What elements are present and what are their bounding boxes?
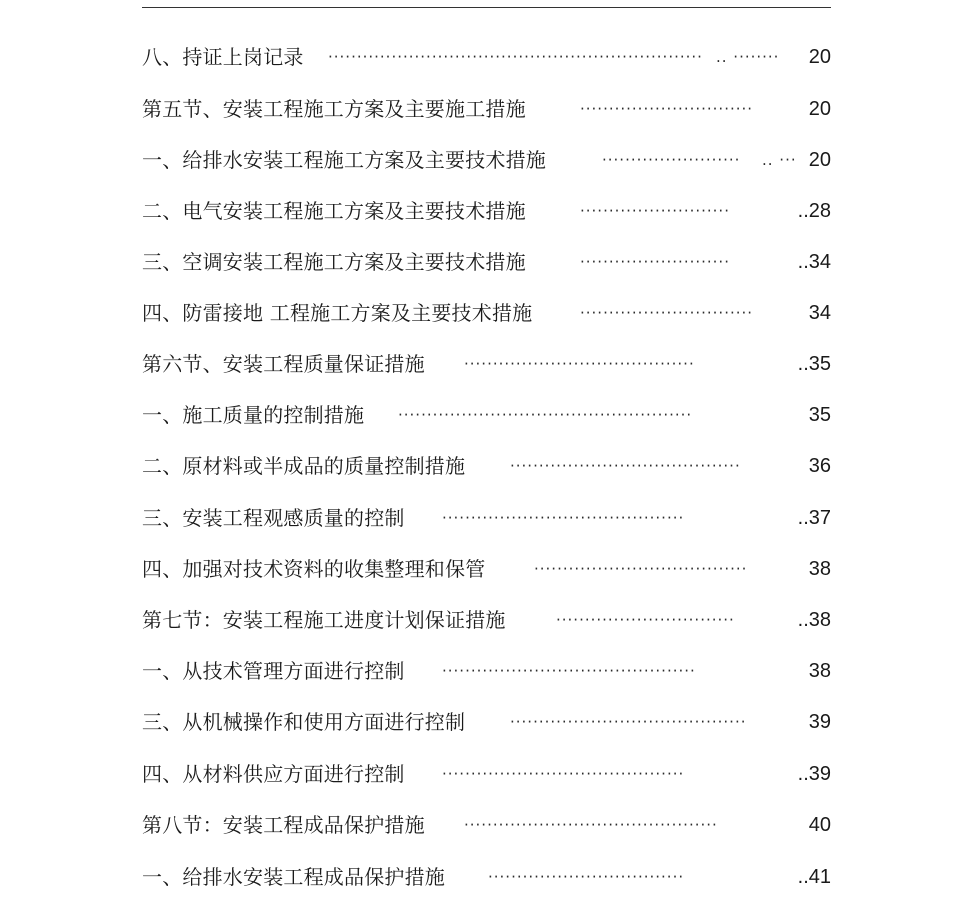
toc-entry[interactable] <box>0 298 972 328</box>
toc-entry-title: 八、持证上岗记录 <box>142 45 304 69</box>
toc-entry-page: ..39 <box>797 763 831 785</box>
toc-entry[interactable] <box>0 862 972 892</box>
toc-entry-title: 三、安装工程观感质量的控制 <box>142 506 405 530</box>
toc-entry[interactable] <box>0 707 972 737</box>
toc-entry[interactable] <box>0 196 972 226</box>
toc-entry-page: 40 <box>808 814 831 836</box>
toc-entry-page: 38 <box>808 660 831 682</box>
toc-entry-page: 20 <box>808 98 831 120</box>
toc-entry[interactable] <box>0 42 972 72</box>
toc-entry-page: 38 <box>808 558 831 580</box>
toc-entry-page: 39 <box>808 711 831 733</box>
toc-dot-leader: ·························· <box>580 202 730 220</box>
toc-entry-title: 一、给排水安装工程成品保护措施 <box>142 865 445 889</box>
toc-entry[interactable] <box>0 451 972 481</box>
toc-entry[interactable] <box>0 554 972 584</box>
toc-entry-title: 三、从机械操作和使用方面进行控制 <box>142 710 466 734</box>
toc-dot-leader-tail: .. ········ <box>716 48 780 66</box>
toc-entry[interactable] <box>0 349 972 379</box>
toc-dot-leader: ·································· <box>488 868 685 886</box>
toc-entry[interactable] <box>0 605 972 635</box>
toc-dot-leader: ·········································· <box>442 509 685 527</box>
toc-entry[interactable] <box>0 94 972 124</box>
toc-entry-page: 20 <box>808 149 831 171</box>
toc-dot-leader: ······························ <box>580 100 754 118</box>
toc-dot-leader: ············································ <box>464 816 718 834</box>
toc-dot-leader: ······························· <box>556 611 735 629</box>
toc-entry-title: 三、空调安装工程施工方案及主要技术措施 <box>142 250 526 274</box>
toc-entry[interactable] <box>0 247 972 277</box>
toc-entry-page: ..34 <box>797 251 831 273</box>
toc-entry-title: 第七节：安装工程施工进度计划保证措施 <box>142 608 506 632</box>
toc-entry-title: 四、防雷接地 工程施工方案及主要技术措施 <box>142 301 533 325</box>
toc-entry-page: 36 <box>808 455 831 477</box>
toc-dot-leader: ········································ <box>464 355 695 373</box>
toc-entry-title: 第六节、安装工程质量保证措施 <box>142 352 425 376</box>
toc-dot-leader: ········································· <box>510 713 747 731</box>
toc-dot-leader: ········································ <box>510 457 741 475</box>
toc-entry[interactable] <box>0 759 972 789</box>
toc-entry[interactable] <box>0 400 972 430</box>
toc-entry-title: 第八节：安装工程成品保护措施 <box>142 813 425 837</box>
toc-entry-title: 一、施工质量的控制措施 <box>142 403 365 427</box>
toc-dot-leader: ··················································· <box>398 406 693 424</box>
toc-dot-leader: ························ <box>602 151 741 169</box>
toc-entry-title: 一、给排水安装工程施工方案及主要技术措施 <box>142 148 546 172</box>
toc-dot-leader-tail: .. ··· <box>762 151 797 169</box>
toc-entry-page: 20 <box>808 46 831 68</box>
toc-entry[interactable] <box>0 810 972 840</box>
toc-entry-page: ..38 <box>797 609 831 631</box>
toc-dot-leader: ·························· <box>580 253 730 271</box>
toc-entry-title: 四、从材料供应方面进行控制 <box>142 762 405 786</box>
toc-entry-page: 35 <box>808 404 831 426</box>
toc-entry-page: 34 <box>808 302 831 324</box>
toc-entry-page: ..28 <box>797 200 831 222</box>
toc-entry-title: 一、从技术管理方面进行控制 <box>142 659 405 683</box>
toc-dot-leader: ············································ <box>442 662 696 680</box>
toc-entry[interactable] <box>0 145 972 175</box>
toc-entry-title: 第五节、安装工程施工方案及主要施工措施 <box>142 97 526 121</box>
toc-entry-title: 四、加强对技术资料的收集整理和保管 <box>142 557 486 581</box>
toc-entry-title: 二、原材料或半成品的质量控制措施 <box>142 454 466 478</box>
toc-dot-leader: ·········································· <box>442 765 685 783</box>
toc-dot-leader: ······························ <box>580 304 754 322</box>
toc-entry[interactable] <box>0 503 972 533</box>
toc-entry-title: 二、电气安装工程施工方案及主要技术措施 <box>142 199 526 223</box>
toc-entry-page: ..41 <box>797 866 831 888</box>
toc-dot-leader: ································································· <box>328 48 703 66</box>
toc-entry-page: ..35 <box>797 353 831 375</box>
toc-dot-leader: ····································· <box>534 560 748 578</box>
toc-entry[interactable] <box>0 656 972 686</box>
toc-entry-page: ..37 <box>797 507 831 529</box>
